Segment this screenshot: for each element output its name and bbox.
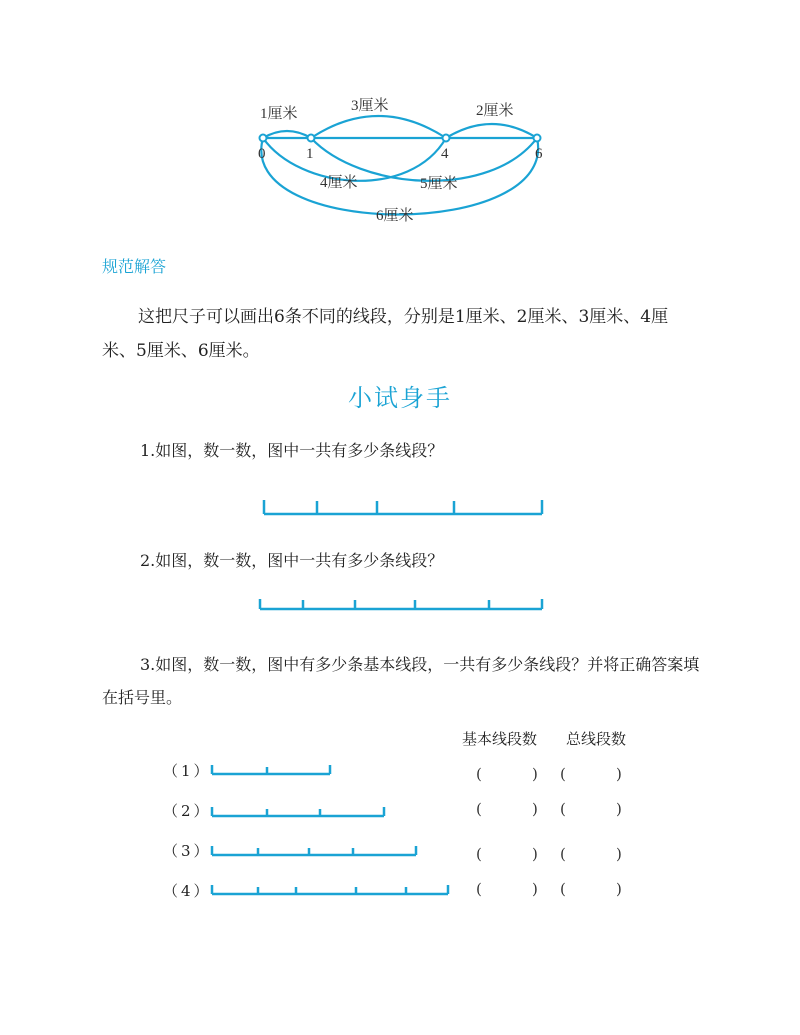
- total-segments-answer-blank[interactable]: [572, 880, 612, 900]
- item-2-segment-figure: [210, 806, 388, 820]
- total-segments-answer-blank[interactable]: [572, 845, 612, 865]
- point-label-6: 6: [535, 146, 543, 162]
- basic-segments-answer-blank[interactable]: [488, 765, 528, 785]
- question-3: 3.如图，数一数，图中有多少条基本线段，一共有多少条线段？并将正确答案填在括号里。: [102, 655, 700, 707]
- question-2-segment-figure: [258, 597, 546, 613]
- basic-answer-close-paren: ): [532, 845, 538, 863]
- arc-label: 6厘米: [376, 208, 414, 224]
- total-answer-open-paren: (: [560, 880, 566, 898]
- arc-label: 5厘米: [420, 176, 458, 192]
- basic-answer-close-paren: ): [532, 800, 538, 818]
- total-answer-close-paren: ): [616, 880, 622, 898]
- question-1: 1.如图，数一数，图中一共有多少条线段？: [140, 441, 444, 460]
- basic-answer-open-paren: (: [476, 845, 482, 863]
- total-answer-open-paren: (: [560, 800, 566, 818]
- basic-segments-answer-blank[interactable]: [488, 800, 528, 820]
- solution-heading: 规范解答: [102, 257, 167, 276]
- question-2: 2.如图，数一数，图中一共有多少条线段？: [140, 551, 444, 570]
- item-label-3: （3）: [163, 842, 212, 860]
- total-answer-close-paren: ): [616, 800, 622, 818]
- arc-label: 2厘米: [476, 103, 514, 119]
- total-answer-open-paren: (: [560, 765, 566, 783]
- total-segments-answer-blank[interactable]: [572, 800, 612, 820]
- basic-answer-open-paren: (: [476, 800, 482, 818]
- arc-label: 4厘米: [320, 175, 358, 191]
- basic-answer-open-paren: (: [476, 880, 482, 898]
- solution-text: 这把尺子可以画出6条不同的线段，分别是1厘米、2厘米、3厘米、4厘米、5厘米、6厘米。: [102, 307, 669, 361]
- column-header-basic-segments: 基本线段数: [462, 730, 538, 748]
- practice-title: 小试身手: [348, 384, 452, 412]
- item-label-1: （1）: [163, 762, 212, 780]
- item-4-segment-figure: [210, 884, 452, 898]
- total-answer-close-paren: ): [616, 845, 622, 863]
- point-label-0: 0: [258, 146, 266, 162]
- point-label-4: 4: [441, 146, 449, 162]
- question-1-segment-figure: [262, 498, 546, 518]
- segment-arc-diagram: [240, 90, 560, 235]
- total-answer-open-paren: (: [560, 845, 566, 863]
- basic-answer-close-paren: ): [532, 765, 538, 783]
- item-1-segment-figure: [210, 764, 334, 778]
- item-label-2: （2）: [163, 802, 212, 820]
- total-segments-answer-blank[interactable]: [572, 765, 612, 785]
- item-label-4: （4）: [163, 882, 212, 900]
- total-answer-close-paren: ): [616, 765, 622, 783]
- column-header-total-segments: 总线段数: [566, 730, 627, 748]
- basic-answer-close-paren: ): [532, 880, 538, 898]
- item-3-segment-figure: [210, 845, 420, 859]
- basic-answer-open-paren: (: [476, 765, 482, 783]
- arc-label: 1厘米: [260, 106, 298, 122]
- arc-label: 3厘米: [351, 98, 389, 114]
- basic-segments-answer-blank[interactable]: [488, 880, 528, 900]
- basic-segments-answer-blank[interactable]: [488, 845, 528, 865]
- point-label-1: 1: [306, 146, 314, 162]
